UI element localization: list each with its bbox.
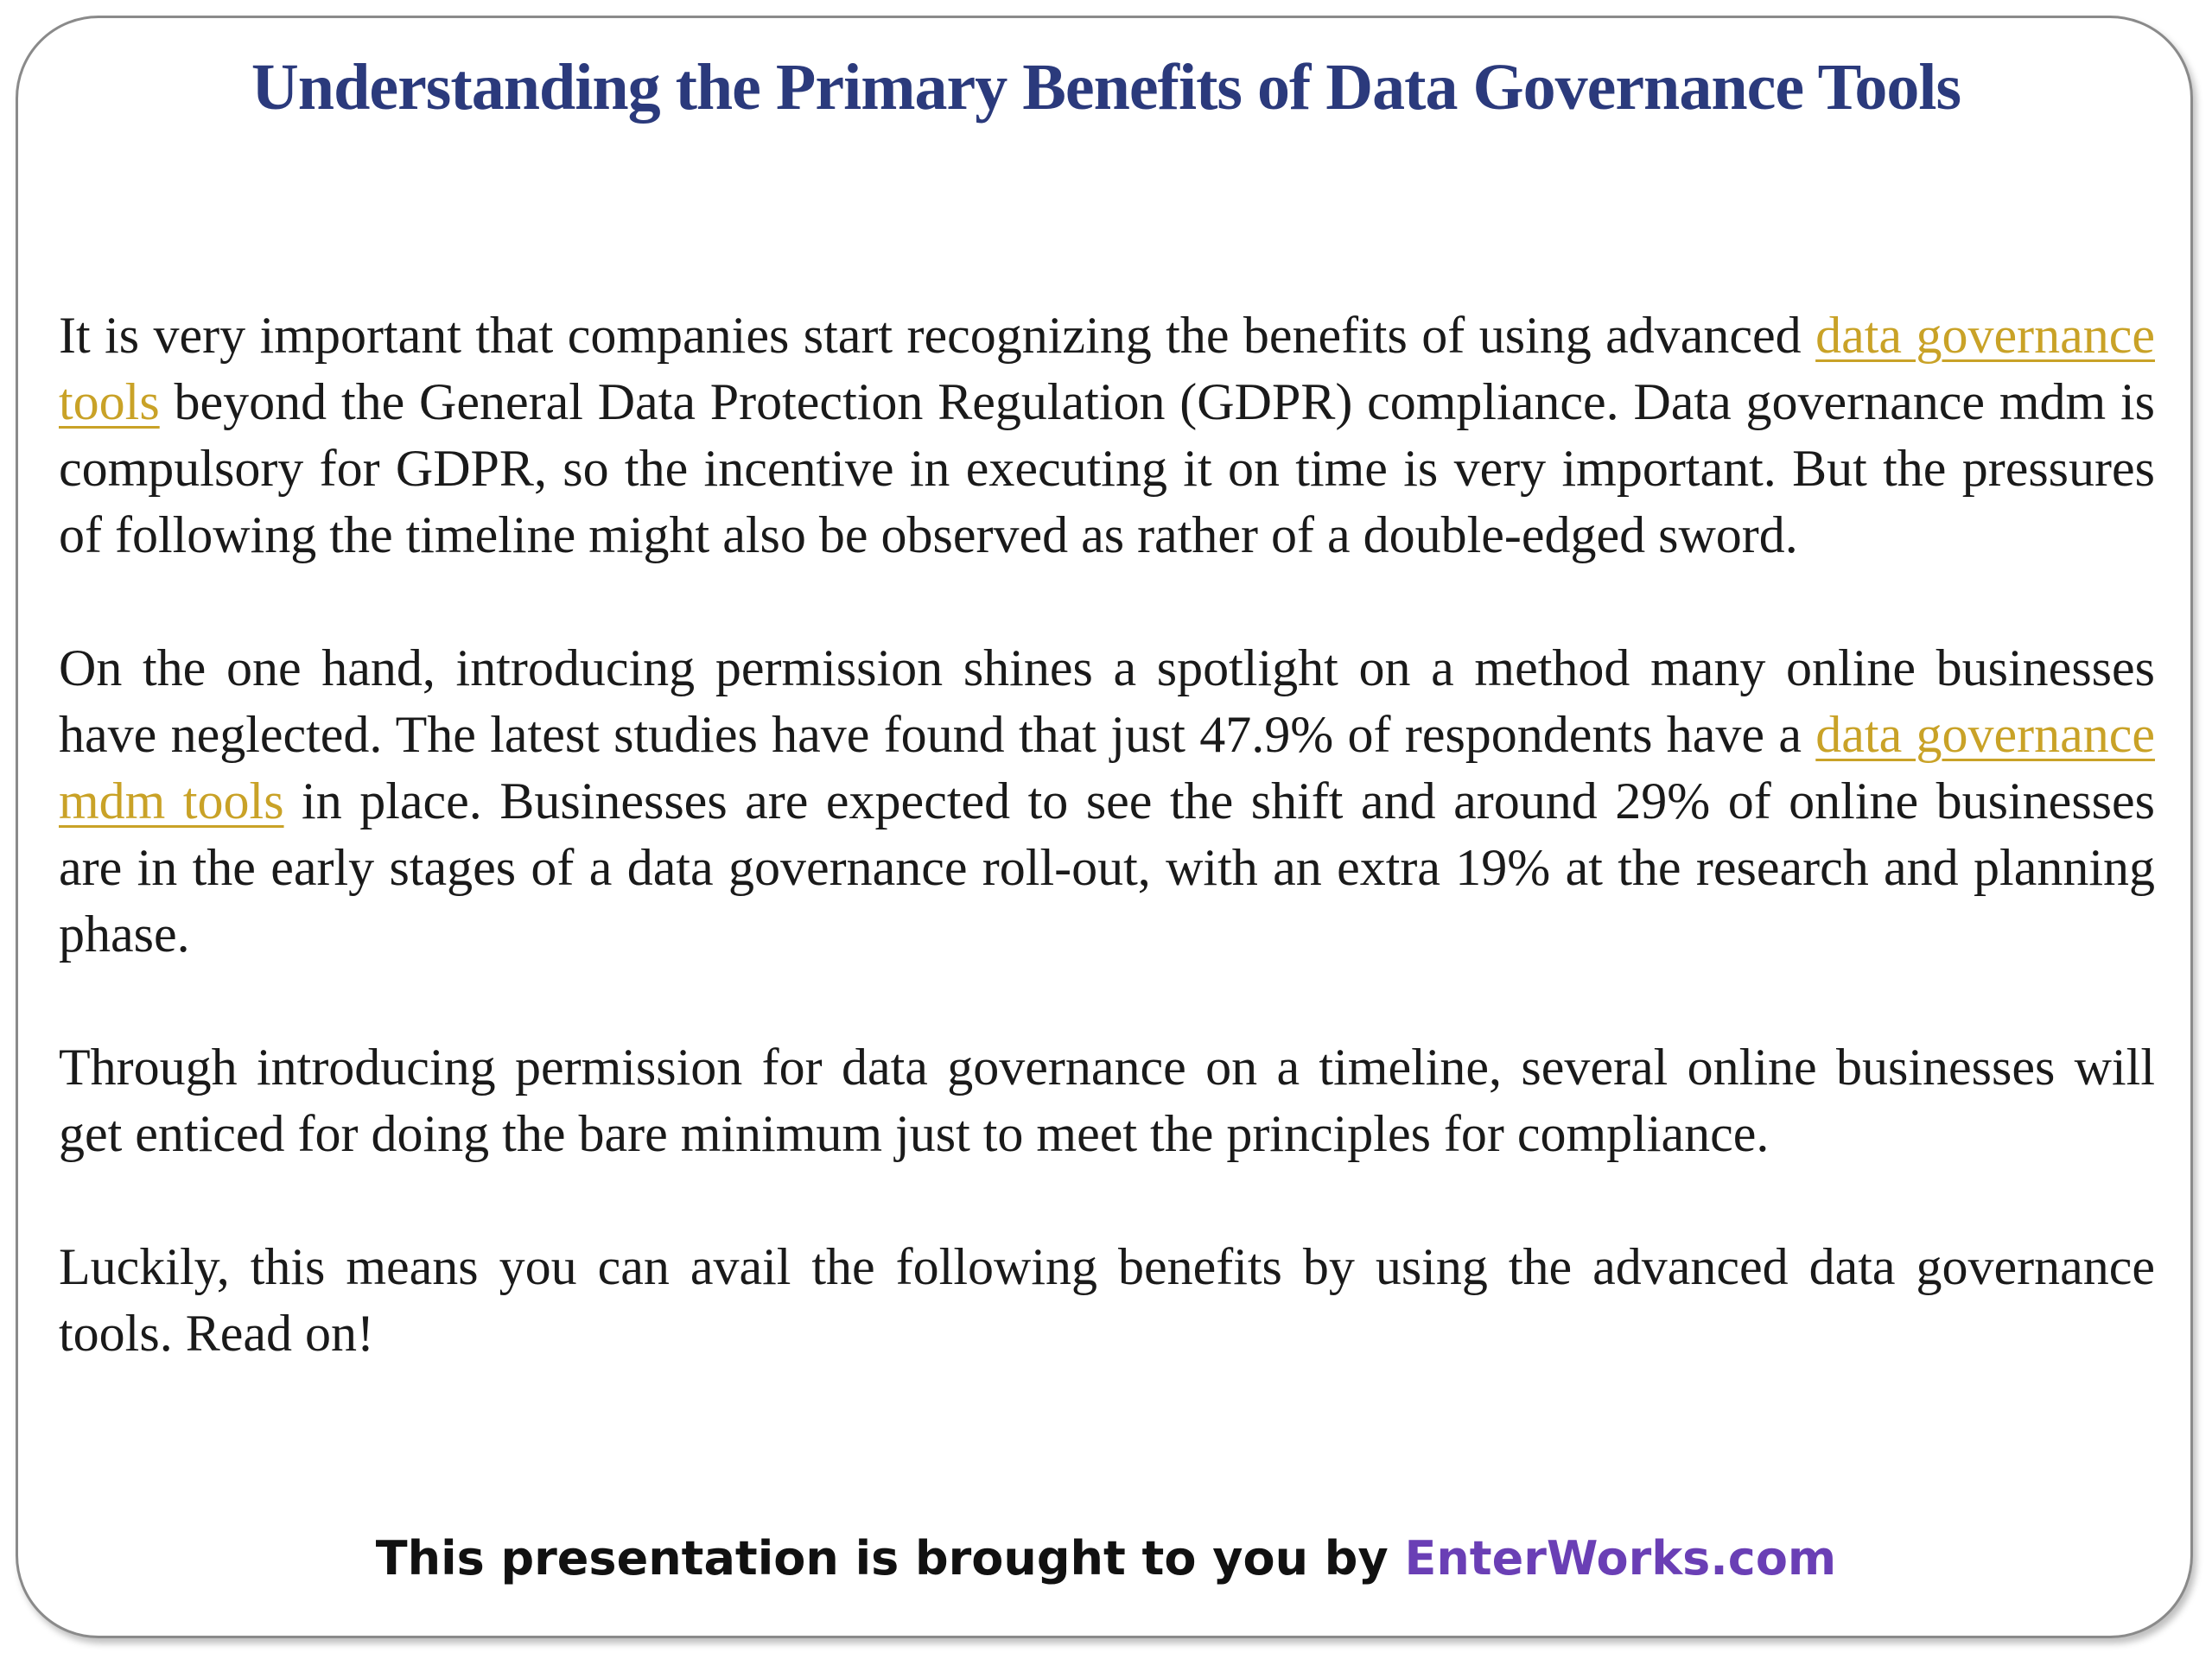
paragraph-study-findings: [59, 635, 2155, 968]
paragraph-text: On the one hand, introducing permission shines a spotlight on a method many online businesses have neglected. The latest studies have found that just 47.9% of respondents have a: [59, 639, 2155, 763]
paragraph-text: It is very important that companies start recognizing the benefits of using advanced: [59, 307, 1816, 364]
enterworks-link[interactable]: EnterWorks.com: [1404, 1531, 1837, 1586]
slide-title: Understanding the Primary Benefits of Data Governance Tools: [251, 51, 1961, 124]
paragraph-text: beyond the General Data Protection Regulation (GDPR) compliance. Data governance mdm is compulsory for GDPR, so the incentive in executing it on time is very important. But the pressures of following the timeline might also be observed as rather of a double-edged sword.: [59, 373, 2155, 563]
footer-prefix: This presentation is brought to you by: [375, 1531, 1405, 1586]
data-governance-tools-link[interactable]: data governance tools: [59, 307, 2156, 430]
paragraph-text: in place. Businesses are expected to see the shift and around 29% of online businesses are in the early stages of a data governance roll-out, with an extra 19% at the research and planning phase.: [59, 772, 2155, 963]
data-governance-mdm-tools-link[interactable]: data governance mdm tools: [59, 706, 2156, 830]
paragraph-gdpr-intro: [59, 302, 2155, 569]
slide-content: [59, 302, 2155, 1367]
paragraph-benefits-lead: Luckily, this means you can avail the following benefits by using the advanced data governance tools. Read on!: [59, 1238, 2155, 1362]
footer-credit: [0, 1531, 2212, 1586]
paragraph-timeline: Through introducing permission for data governance on a timeline, several online businesses will get enticed for doing the bare minimum just to meet the principles for compliance.: [59, 1039, 2155, 1162]
